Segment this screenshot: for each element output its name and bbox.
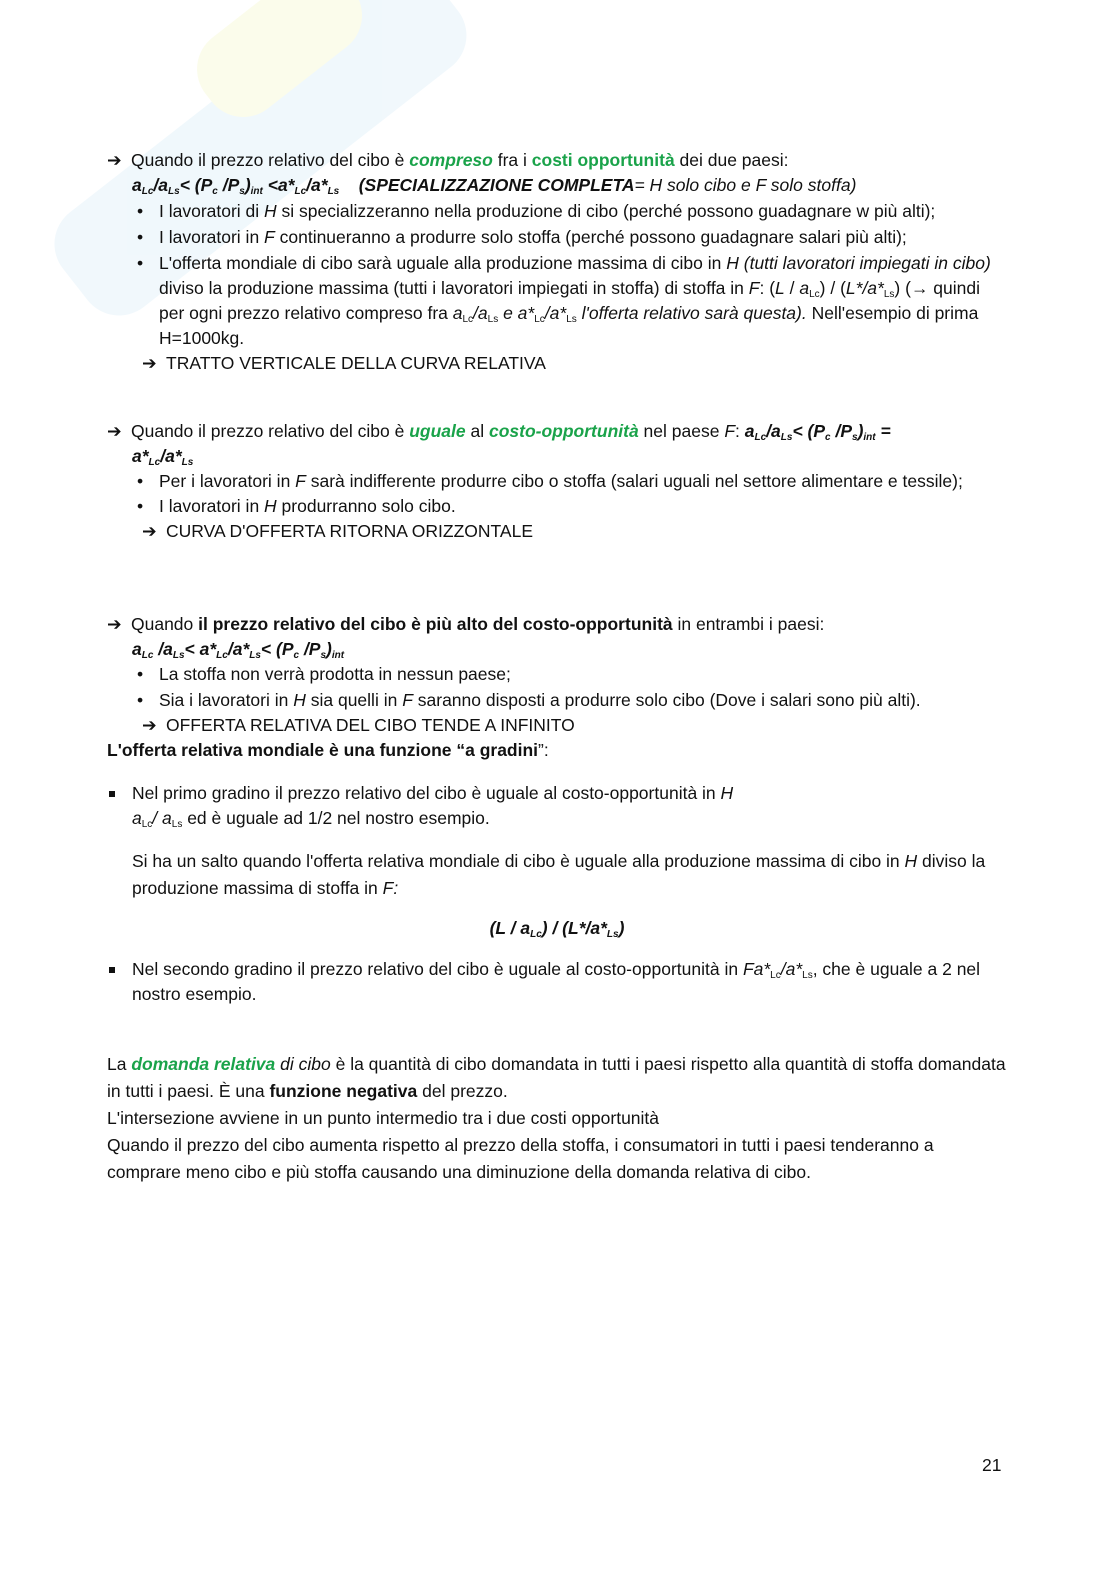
section-conclusion: ➔ CURVA D'OFFERTA RITORNA ORIZZONTALE [107,519,1007,544]
arrow-icon: ➔ [142,715,157,735]
formula: $a_{Lc}/a_{Ls}< (P_c$ $/P_s)_{int} <a*_{Lc}/a*_{Ls}$ (SPECIALIZZAZIONE COMPLETA= H solo cibo e F solo stoffa) [132,175,857,197]
paragraph: L'intersezione avviene in un punto intermedio tra i due costi opportunità [107,1108,660,1128]
arrow-icon: ➔ [107,150,122,170]
arrow-icon: ➔ [107,421,122,441]
section-intro: ➔ Quando il prezzo relativo del cibo è uguale al costo-opportunità nel paese F: $a_{Lc}/a_{Ls}< (P_c$ $/P_s)_{int}$ = [107,421,891,443]
list-item: • I lavoratori in H produrranno solo cibo. [107,494,1007,519]
bullet-icon: • [137,664,144,684]
list-item: • Sia i lavoratori in H sia quelli in F saranno disposti a produrre solo cibo (Dove i salari sono più alti). [107,688,1007,713]
gradini-title: L'offerta relativa mondiale è una funzione “a gradini”: [107,740,549,760]
bullet-icon: • [137,227,144,247]
arrow-icon: ➔ [142,521,157,541]
section-uguale [107,419,1007,544]
square-bullet-icon [109,967,115,973]
section-intro: ➔ Quando il prezzo relativo del cibo è compreso fra i costi opportunità dei due paesi: [107,148,1007,173]
list-item: Nel primo gradino il prezzo relativo del cibo è uguale al costo-opportunità in H $a_{Lc}/$ $a_{Ls}$ ed è uguale ad 1/2 nel nostro esempio. Si ha un salto quando l'offerta relativa mondiale di cibo è uguale alla produzione massima di cibo in H diviso la produzione massima di stoffa in F: [107,781,1007,902]
arrow-icon: ➔ [142,353,157,373]
list-item: • Per i lavoratori in F sarà indifferente produrre cibo o stoffa (salari uguali nel settore alimentare e tessile); [107,469,1007,494]
centered-formula: $(L / a_{Lc}) / (L*/a*_{Ls})$ [489,918,625,940]
square-bullet-icon [109,791,115,797]
section-conclusion: ➔ OFFERTA RELATIVA DEL CIBO TENDE A INFINITO [107,713,1007,738]
bullet-icon: • [137,253,144,273]
section-intro: ➔ Quando il prezzo relativo del cibo è più alto del costo-opportunità in entrambi i paesi: [107,612,1007,637]
bullet-icon: • [137,690,144,710]
bullet-icon: • [137,201,144,221]
list-item: • L'offerta mondiale di cibo sarà uguale alla produzione massima di cibo in H (tutti lavoratori impiegati in cibo) diviso la produzione massima (tutti i lavoratori impiegati in stoffa) di stoffa in F: $(L / a_{Lc}) / (L*/a*_{Ls})$ (→ quindi per ogni prezzo relativo compreso fra $a_{Lc}/a_{Ls}$ e $a*_{Lc}/a*_{Ls}$ l'offerta relativo sarà questa). Nell'esempio di prima H=1000kg. [137,253,991,348]
paragraph: Quando il prezzo del cibo aumenta rispetto al prezzo della stoffa, i consumatori in tutti i paesi tenderanno a comprare meno cibo e più stoffa causando una diminuzione della domanda relativa di cibo. [107,1135,934,1182]
bullet-icon: • [137,496,144,516]
list-item: • I lavoratori di H si specializzeranno nella produzione di cibo (perché possono guadagnare w più alti); [107,199,1007,224]
arrow-icon: ➔ [107,614,122,634]
list-item: • I lavoratori in F continueranno a produrre solo stoffa (perché possono guadagnare salari più alti); [107,225,1007,250]
domanda-section [107,1051,1007,1186]
page-number: 21 [982,1455,1002,1475]
list-item: Nel secondo gradino il prezzo relativo del cibo è uguale al costo-opportunità in $Fa*_{Lc}/a*_{Ls}$, che è uguale a 2 nel nostro esempio. [107,957,1007,1007]
section-conclusion: ➔ TRATTO VERTICALE DELLA CURVA RELATIVA [107,351,1007,376]
bullet-icon: • [137,471,144,491]
list-item: • La stoffa non verrà prodotta in nessun paese; [107,662,1007,687]
gradini-list [107,781,1007,1007]
section-piu-alto [107,612,1007,763]
paragraph: La domanda relativa di cibo è la quantità di cibo domandata in tutti i paesi rispetto alla quantità di stoffa domandata in tutti i paesi. È una funzione negativa del prezzo. [107,1054,1006,1101]
formula: $a*_{Lc}/a*_{Ls}$ [132,446,194,468]
section-compreso [107,148,1007,376]
formula: $a_{Lc}$ $/a_{Ls}< a*_{Lc}/a*_{Ls}< (P_c$ $/P_s)_{int}$ [132,639,345,661]
